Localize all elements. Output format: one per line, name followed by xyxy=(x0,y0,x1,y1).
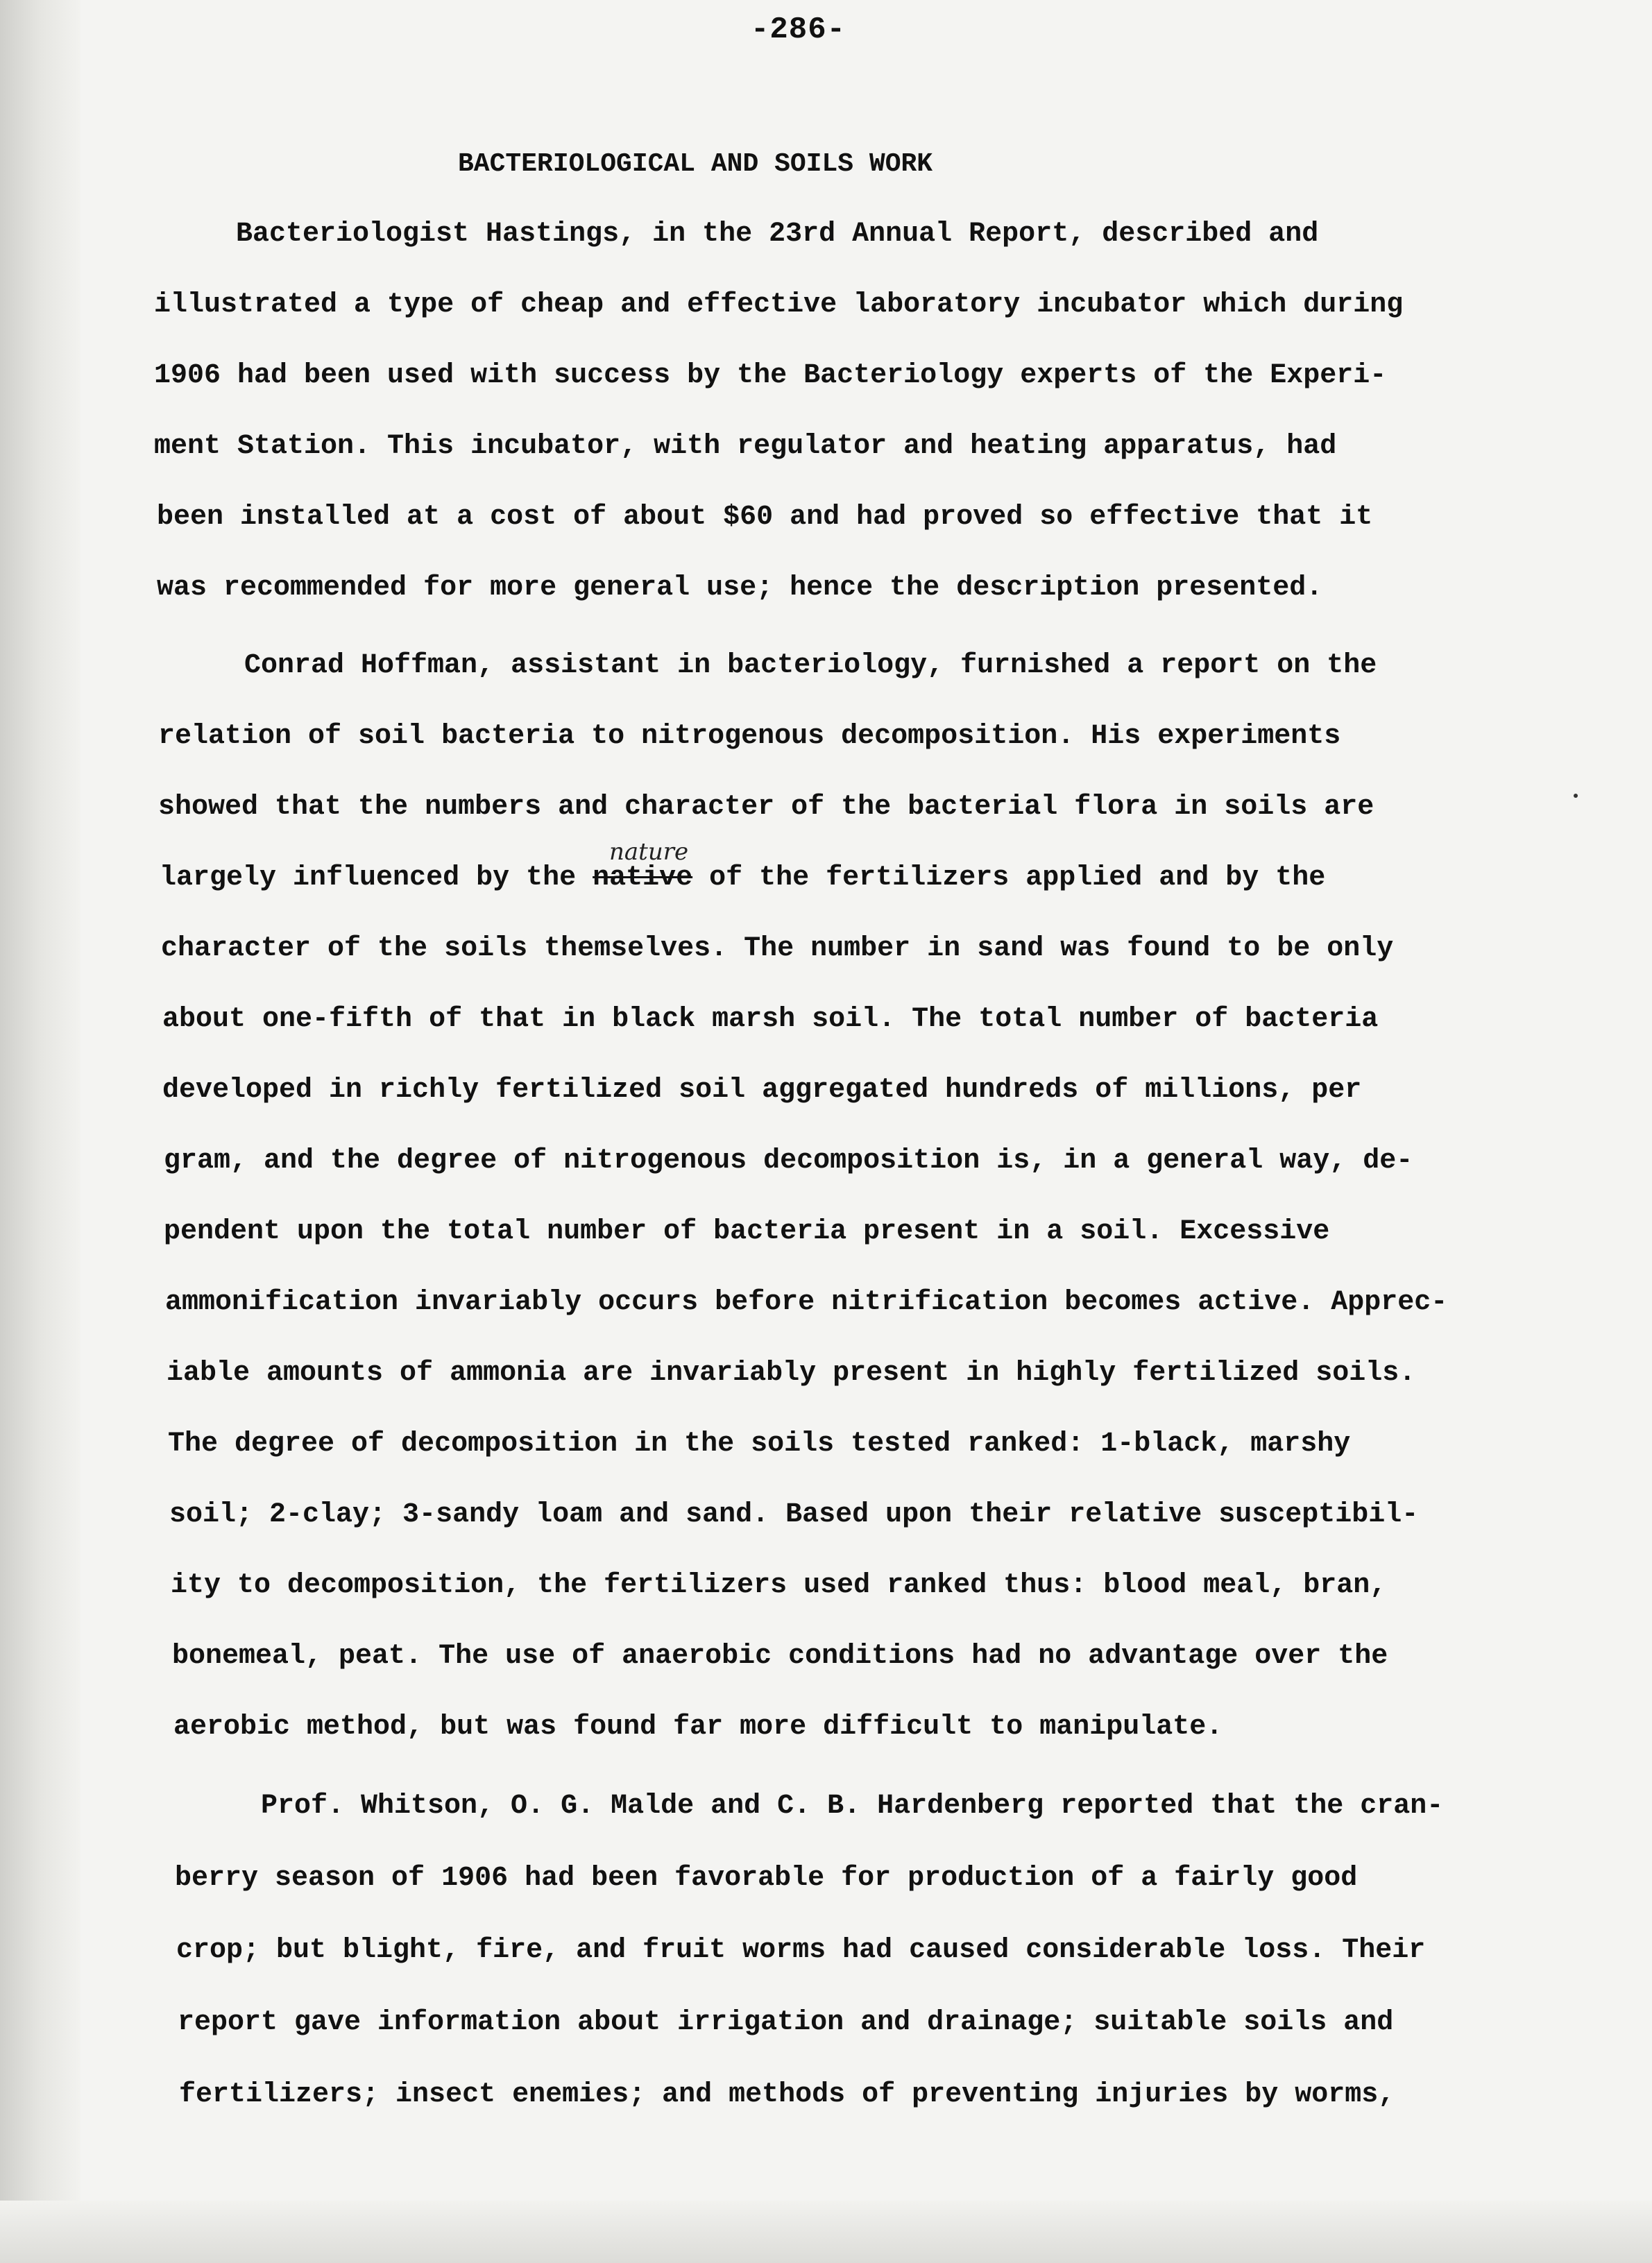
struck-word: native xyxy=(593,862,693,894)
paragraph2-line-5: character of the soils themselves. The number in sand was found to be only xyxy=(161,933,1394,964)
paragraph2-line-2: relation of soil bacteria to nitrogenous decomposition. His experiments xyxy=(158,721,1341,752)
paragraph1-line-2: illustrated a type of cheap and effective laboratory incubator which during xyxy=(154,289,1404,321)
paragraph2-line-8: gram, and the degree of nitrogenous decomposition is, in a general way, de- xyxy=(164,1145,1413,1177)
paragraph2-line-9: pendent upon the total number of bacteria present in a soil. Excessive xyxy=(164,1216,1330,1247)
handwritten-correction: nature xyxy=(609,838,689,866)
paragraph3-line-4: report gave information about irrigation and drainage; suitable soils and xyxy=(178,2007,1394,2038)
paragraph2-line-12: The degree of decomposition in the soils tested ranked: 1-black, marshy xyxy=(168,1428,1351,1460)
paragraph1-line-5: been installed at a cost of about $60 and had proved so effective that it xyxy=(157,502,1373,533)
paragraph2-line-14: ity to decomposition, the fertilizers used ranked thus: blood meal, bran, xyxy=(171,1570,1387,1601)
paragraph1-line-1: Bacteriologist Hastings, in the 23rd Annual Report, described and xyxy=(236,219,1319,250)
paragraph2-line-3: showed that the numbers and character of the bacterial flora in soils are xyxy=(158,792,1374,823)
paragraph2-line-16: aerobic method, but was found far more difficult to manipulate. xyxy=(173,1711,1223,1743)
page-bottom-edge xyxy=(0,2201,1652,2263)
paragraph2-line-13: soil; 2-clay; 3-sandy loam and sand. Based upon their relative susceptibil- xyxy=(169,1499,1419,1530)
paragraph1-line-3: 1906 had been used with success by the Bacteriology experts of the Experi- xyxy=(154,360,1387,391)
page-number: -286- xyxy=(751,12,846,47)
paragraph3-line-1: Prof. Whitson, O. G. Malde and C. B. Hardenberg reported that the cran- xyxy=(261,1791,1444,1822)
paragraph2-line-1: Conrad Hoffman, assistant in bacteriology, furnished a report on the xyxy=(244,650,1377,681)
paragraph1-line-4: ment Station. This incubator, with regulator and heating apparatus, had xyxy=(154,431,1337,462)
paragraph3-line-2: berry season of 1906 had been favorable for production of a fairly good xyxy=(175,1863,1358,1894)
line4-before: largely influenced by the xyxy=(160,862,593,894)
paragraph2-line-6: about one-fifth of that in black marsh soil. The total number of bacteria xyxy=(162,1004,1379,1035)
paragraph1-line-6: was recommended for more general use; hence the description presented. xyxy=(157,572,1323,604)
paper-speck xyxy=(1574,794,1578,798)
page-shadow-edge xyxy=(0,0,80,2263)
paragraph2-line-15: bonemeal, peat. The use of anaerobic conditions had no advantage over the xyxy=(172,1641,1388,1672)
section-heading: BACTERIOLOGICAL AND SOILS WORK xyxy=(458,149,933,179)
paragraph2-line-10: ammonification invariably occurs before nitrification becomes active. Apprec- xyxy=(165,1287,1448,1318)
paragraph2-line-4 xyxy=(160,864,1325,892)
paragraph2-line-11: iable amounts of ammonia are invariably present in highly fertilized soils. xyxy=(167,1358,1416,1389)
paragraph3-line-3: crop; but blight, fire, and fruit worms had caused considerable loss. Their xyxy=(176,1935,1426,1966)
line4-after: of the fertilizers applied and by the xyxy=(692,862,1326,894)
paragraph3-line-5: fertilizers; insect enemies; and methods of preventing injuries by worms, xyxy=(179,2079,1395,2110)
paragraph2-line-7: developed in richly fertilized soil aggregated hundreds of millions, per xyxy=(162,1075,1362,1106)
